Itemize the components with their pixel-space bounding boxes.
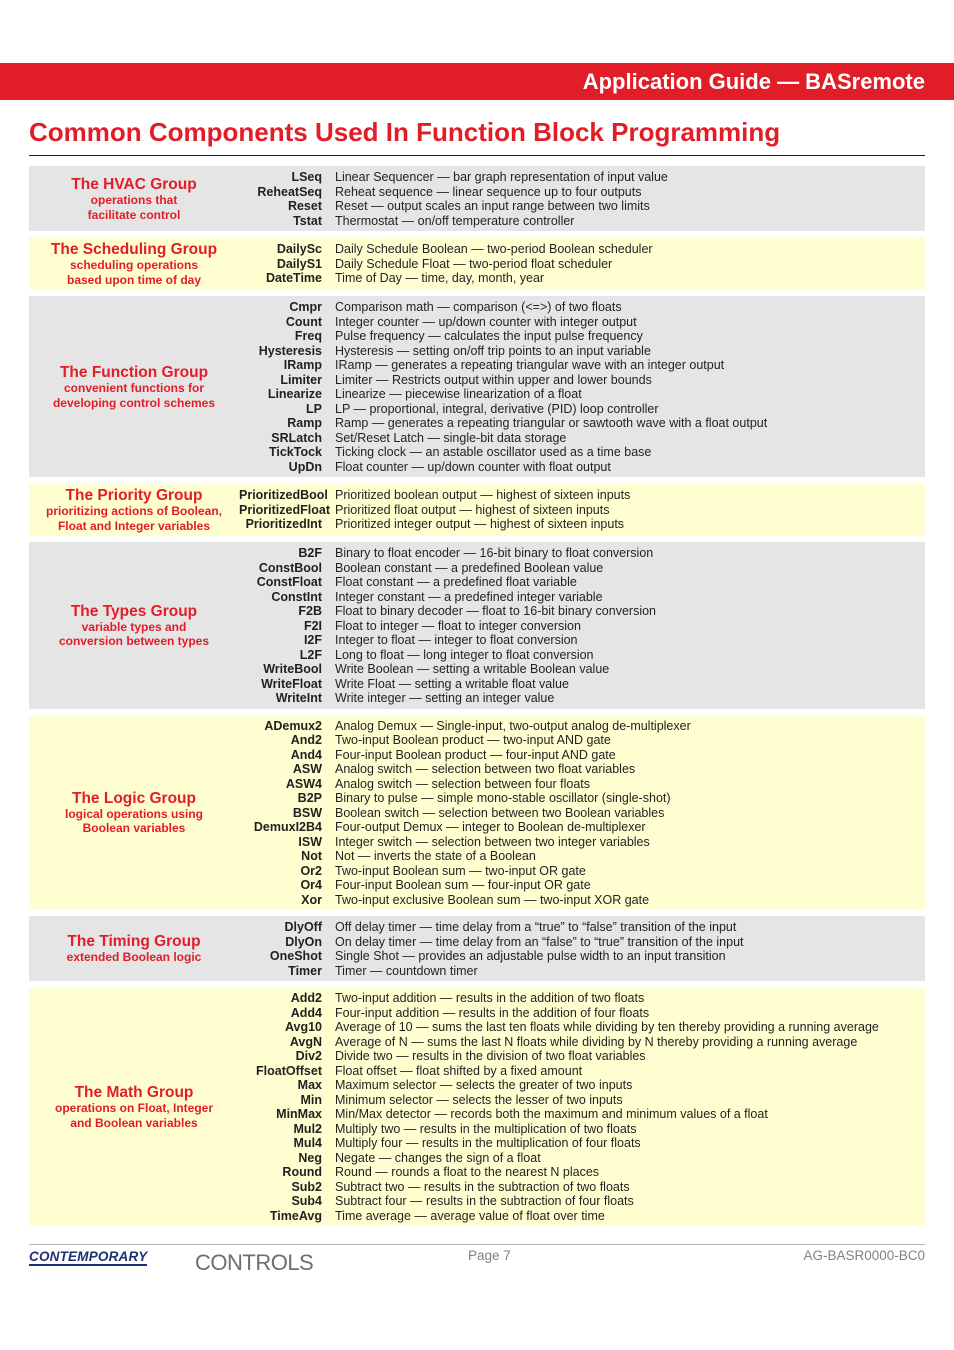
component-code: ADemux2 xyxy=(264,718,322,733)
component-description: Float counter — up/down counter with float output xyxy=(335,459,611,474)
component-code: DlyOff xyxy=(284,920,322,934)
component-description: Two-input addition — results in the addition of two floats xyxy=(335,991,645,1005)
component-description: Boolean switch — selection between two Boolean variables xyxy=(335,805,665,820)
component-description: Integer constant — a predefined integer variable xyxy=(335,589,603,604)
component-code: DailySc xyxy=(276,242,322,257)
component-description: Integer switch — selection between two integer variables xyxy=(335,834,650,849)
component-code: ISW xyxy=(298,834,322,849)
component-description: Four-input addition — results in the addition of four floats xyxy=(335,1005,650,1020)
component-description: On delay timer — time delay from an “false” to “true” transition of the input xyxy=(335,934,744,949)
group-label xyxy=(29,300,239,474)
component-code: SRLatch xyxy=(271,430,322,445)
footer-divider xyxy=(29,1244,925,1245)
component-description: Limiter — Restricts output within upper and lower bounds xyxy=(335,372,652,387)
document-code: AG-BASR0000-BC0 xyxy=(803,1248,925,1263)
component-description: Negate — changes the sign of a float xyxy=(335,1150,541,1165)
group-name: The Priority Group xyxy=(65,487,203,504)
group-label xyxy=(29,991,239,1223)
component-code: ConstBool xyxy=(258,560,322,575)
component-code: OneShot xyxy=(269,949,322,963)
group-label xyxy=(29,241,239,287)
component-code: TimeAvg xyxy=(269,1208,322,1223)
component-description: Prioritized boolean output — highest of sixteen inputs xyxy=(335,488,631,503)
group-name: The Timing Group xyxy=(67,933,201,951)
component-description: Single Shot — provides an adjustable pulse width to an input transition xyxy=(335,949,726,963)
component-description: Linear Sequencer — bar graph representation of input value xyxy=(335,170,668,184)
component-code: DateTime xyxy=(265,271,322,286)
component-description: Four-input Boolean product — four-input AND gate xyxy=(335,747,616,762)
group-description: convenient functions for developing control schemes xyxy=(52,381,216,410)
component-groups xyxy=(29,166,925,1232)
component-code: BSW xyxy=(292,805,322,820)
component-code: PrioritizedInt xyxy=(245,517,322,532)
component-description: Two-input Boolean product — two-input AND gate xyxy=(335,733,611,747)
group-band xyxy=(29,237,925,290)
component-code: Limiter xyxy=(280,372,322,387)
component-code: DailyS1 xyxy=(276,256,322,271)
group-name: The Function Group xyxy=(59,364,209,381)
component-code: MinMax xyxy=(276,1107,322,1121)
group-label xyxy=(29,920,239,978)
component-code: Add4 xyxy=(290,1005,322,1020)
group-description: prioritizing actions of Boolean, Float and Integer variables xyxy=(45,504,222,533)
component-code: DlyOn xyxy=(285,934,322,949)
component-description: Prioritized integer output — highest of sixteen inputs xyxy=(335,517,625,532)
component-code: Avg10 xyxy=(284,1020,322,1034)
component-code: Timer xyxy=(288,963,322,978)
component-code: Count xyxy=(285,314,322,329)
component-code: Neg xyxy=(298,1150,322,1165)
component-description: Float constant — a predefined float variable xyxy=(335,575,577,589)
component-description: Subtract two — results in the subtraction of two floats xyxy=(335,1179,630,1194)
component-description: Multiply two — results in the multiplication of two floats xyxy=(335,1121,637,1136)
component-description: Boolean constant — a predefined Boolean value xyxy=(335,560,604,575)
component-code: FloatOffset xyxy=(256,1063,322,1078)
component-code: ConstFloat xyxy=(256,575,322,589)
component-code: Sub2 xyxy=(291,1179,322,1194)
component-list xyxy=(239,920,925,978)
component-code: Hysteresis xyxy=(258,343,322,358)
component-description: Subtract four — results in the subtraction of four floats xyxy=(335,1194,634,1208)
component-description: Long to float — long integer to float conversion xyxy=(335,647,594,662)
title-divider xyxy=(29,155,925,156)
component-code: Mul4 xyxy=(293,1136,322,1150)
group-description: extended Boolean logic xyxy=(66,950,202,965)
group-name: The Logic Group xyxy=(72,789,196,807)
component-description: Min/Max detector — records both the maximum and minimum values of a float xyxy=(335,1107,768,1121)
component-code: PrioritizedFloat xyxy=(239,502,330,517)
group-name: The Math Group xyxy=(74,1084,194,1101)
component-description: Write Boolean — setting a writable Boolean value xyxy=(335,662,610,676)
component-description: Prioritized float output — highest of sixteen inputs xyxy=(335,502,610,517)
component-code: And2 xyxy=(290,733,322,747)
component-code: And4 xyxy=(290,747,322,762)
group-description: scheduling operations based upon time of day xyxy=(66,258,201,287)
component-description: Pulse frequency — calculates the input pulse frequency xyxy=(335,329,643,343)
component-description: Float offset — float shifted by a fixed amount xyxy=(335,1063,583,1078)
component-description: Multiply four — results in the multiplication of four floats xyxy=(335,1136,641,1150)
component-code: Tstat xyxy=(293,213,322,228)
group-description: operations on Float, Integer and Boolean variables xyxy=(54,1101,213,1130)
component-code: Sub4 xyxy=(291,1194,322,1208)
component-description: Integer counter — up/down counter with integer output xyxy=(335,314,637,329)
group-label xyxy=(29,170,239,228)
group-name: The Types Group xyxy=(70,602,198,620)
component-code: Or2 xyxy=(300,863,322,878)
component-code: UpDn xyxy=(288,459,322,474)
component-description: Time of Day — time, day, month, year xyxy=(335,271,545,286)
component-list xyxy=(239,719,925,908)
component-description: Write integer — setting an integer value xyxy=(335,691,555,705)
component-description: Four-output Demux — integer to Boolean de-multiplexer xyxy=(335,820,646,834)
component-description: Ramp — generates a repeating triangular or sawtooth wave with a float output xyxy=(335,416,768,430)
component-description: Analog switch — selection between four floats xyxy=(335,776,590,791)
component-code: Not xyxy=(301,849,322,863)
component-description: Write Float — setting a writable float value xyxy=(335,676,569,691)
component-description: Round — rounds a float to the nearest N places xyxy=(335,1165,600,1179)
component-code: Xor xyxy=(301,892,322,907)
component-code: IRamp xyxy=(283,358,322,372)
component-description: Ticking clock — an astable oscillator used as a time base xyxy=(335,445,652,459)
component-description: Daily Schedule Boolean — two-period Boolean scheduler xyxy=(335,242,653,257)
component-description: Binary to pulse — simple mono-stable oscillator (single-shot) xyxy=(335,791,671,805)
company-logo xyxy=(29,1247,314,1279)
component-description: Thermostat — on/off temperature controller xyxy=(335,213,575,228)
component-code: B2F xyxy=(298,546,322,560)
group-band xyxy=(29,296,925,477)
component-description: Comparison math — comparison (<=>) of two floats xyxy=(335,300,622,314)
group-label xyxy=(29,719,239,908)
group-band xyxy=(29,166,925,231)
group-description: logical operations using Boolean variables xyxy=(64,806,204,836)
header-banner xyxy=(0,63,954,100)
component-code: WriteFloat xyxy=(261,676,322,691)
component-code: Round xyxy=(282,1165,322,1179)
component-code: WriteBool xyxy=(263,662,322,676)
component-description: IRamp — generates a repeating triangular wave with an integer output xyxy=(335,358,725,372)
component-description: Daily Schedule Float — two-period float scheduler xyxy=(335,256,613,271)
component-code: ReheatSeq xyxy=(257,184,322,199)
component-code: AvgN xyxy=(289,1034,322,1049)
component-description: Two-input Boolean sum — two-input OR gate xyxy=(335,863,586,878)
component-code: L2F xyxy=(299,647,322,662)
component-code: Min xyxy=(300,1092,322,1107)
component-code: F2I xyxy=(303,618,322,633)
component-code: Max xyxy=(297,1078,322,1092)
component-code: Div2 xyxy=(295,1049,322,1063)
group-band xyxy=(29,542,925,709)
component-code: Add2 xyxy=(290,991,322,1005)
component-code: Ramp xyxy=(287,416,322,430)
component-code: Cmpr xyxy=(289,300,322,314)
page-title: Common Components Used In Function Block Programming xyxy=(29,117,781,147)
component-description: Four-input Boolean sum — four-input OR gate xyxy=(335,878,591,892)
component-code: I2F xyxy=(303,633,322,647)
component-code: WriteInt xyxy=(275,691,322,705)
component-description: Reset — output scales an input range between two limits xyxy=(335,199,650,213)
group-band xyxy=(29,483,925,536)
group-band xyxy=(29,916,925,981)
component-list xyxy=(239,546,925,706)
component-description: Binary to float encoder — 16-bit binary to float conversion xyxy=(335,546,654,560)
component-description: Timer — countdown timer xyxy=(335,963,478,978)
component-description: Minimum selector — selects the lesser of two inputs xyxy=(335,1092,623,1107)
component-code: PrioritizedBool xyxy=(239,488,328,503)
component-list xyxy=(239,487,925,533)
component-code: Mul2 xyxy=(293,1121,322,1136)
component-code: DemuxI2B4 xyxy=(253,820,322,834)
group-band xyxy=(29,987,925,1226)
group-label xyxy=(29,487,239,533)
component-description: Maximum selector — selects the greater of two inputs xyxy=(335,1078,633,1092)
component-list xyxy=(239,170,925,228)
component-description: Set/Reset Latch — single-bit data storage xyxy=(335,430,567,445)
component-description: LP — proportional, integral, derivative (PID) loop controller xyxy=(335,401,659,416)
component-code: Or4 xyxy=(300,878,322,892)
component-description: Integer to float — integer to float conversion xyxy=(335,633,578,647)
component-description: Average of N — sums the last N floats while dividing by N thereby providing a running average xyxy=(335,1034,858,1049)
component-description: Float to integer — float to integer conversion xyxy=(335,618,581,633)
component-list xyxy=(239,241,925,287)
component-list xyxy=(239,991,925,1223)
component-code: Reset xyxy=(287,199,322,213)
component-code: ASW4 xyxy=(285,776,322,791)
page-number: Page 7 xyxy=(468,1248,511,1263)
logo-word-controls: CONTROLS xyxy=(195,1250,314,1275)
component-code: F2B xyxy=(298,604,322,618)
component-code: Freq xyxy=(294,329,322,343)
component-description: Time average — average value of float over time xyxy=(335,1208,605,1223)
component-code: B2P xyxy=(297,791,322,805)
group-band xyxy=(29,715,925,911)
component-code: ConstInt xyxy=(271,589,322,604)
logo-word-contemporary: CONTEMPORARY xyxy=(29,1249,148,1264)
component-code: LP xyxy=(306,401,322,416)
component-description: Reheat sequence — linear sequence up to four outputs xyxy=(335,184,642,199)
component-description: Float to binary decoder — float to 16-bit binary conversion xyxy=(335,604,657,618)
component-description: Not — inverts the state of a Boolean xyxy=(335,849,536,863)
banner-title: Application Guide — BASremote xyxy=(582,69,925,94)
component-code: LSeq xyxy=(291,170,322,184)
group-name: The HVAC Group xyxy=(71,176,197,193)
group-description: variable types and conversion between types xyxy=(58,619,210,649)
component-description: Analog switch — selection between two float variables xyxy=(335,762,636,776)
component-description: Two-input exclusive Boolean sum — two-input XOR gate xyxy=(335,892,650,907)
group-label xyxy=(29,546,239,706)
component-description: Divide two — results in the division of two float variables xyxy=(335,1049,646,1063)
component-code: TickTock xyxy=(268,445,322,459)
component-code: ASW xyxy=(292,762,322,776)
component-description: Hysteresis — setting on/off trip points to an input variable xyxy=(335,343,651,358)
component-code: Linearize xyxy=(267,387,322,401)
component-description: Off delay timer — time delay from a “true” to “false” transition of the input xyxy=(335,920,737,934)
group-name: The Scheduling Group xyxy=(50,241,218,258)
component-description: Linearize — piecewise linearization of a float xyxy=(335,387,582,401)
component-list xyxy=(239,300,925,474)
component-description: Average of 10 — sums the last ten floats while dividing by ten thereby providing a running average xyxy=(335,1020,879,1034)
component-description: Analog Demux — Single-input, two-output analog de-multiplexer xyxy=(335,718,691,733)
group-description: operations that facilitate control xyxy=(87,193,181,222)
